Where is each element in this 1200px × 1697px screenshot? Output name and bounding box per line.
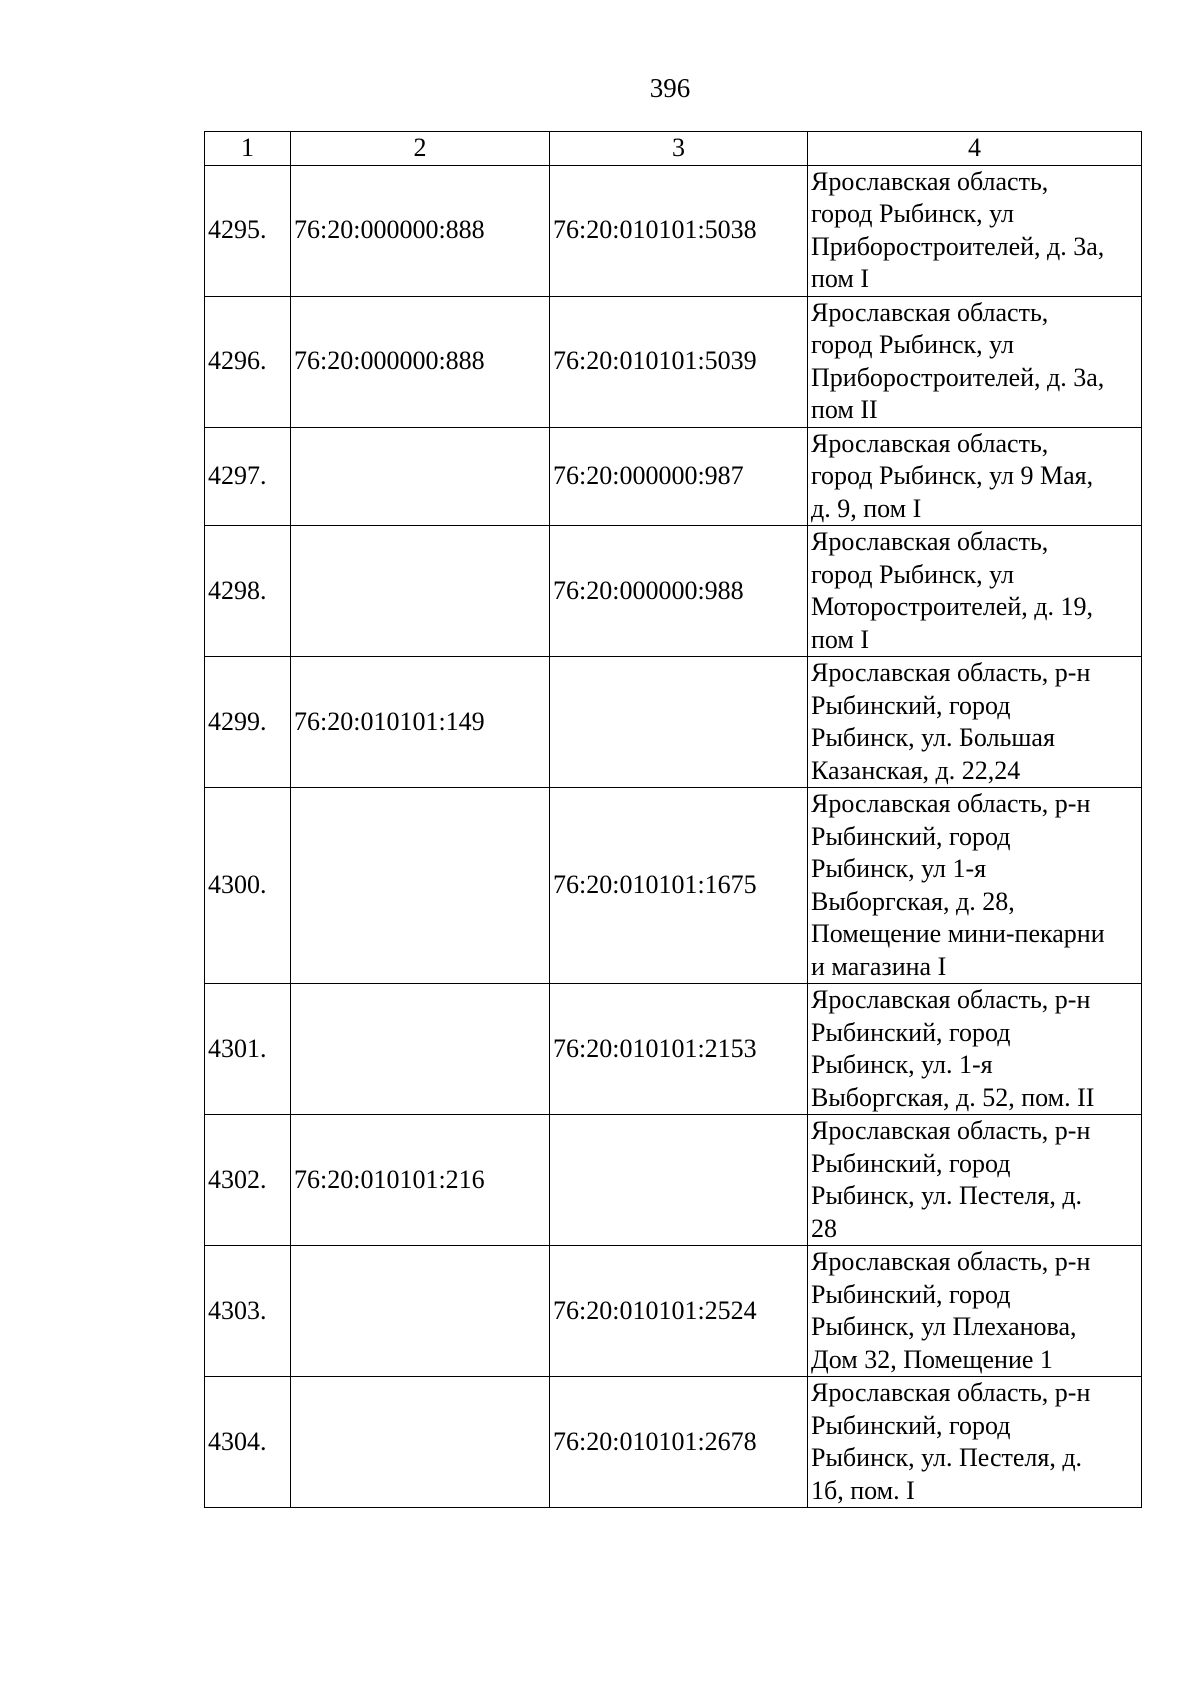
address-line: город Рыбинск, ул — [811, 330, 1014, 359]
cadastral-number-cell: 76:20:000000:888 — [291, 165, 550, 296]
address-line: Рыбинск, ул. 1-я — [811, 1050, 993, 1079]
address-line: пом I — [811, 624, 870, 654]
address-line: Ярославская область, р-н — [811, 985, 1091, 1014]
address-line: город Рыбинск, ул 9 Мая, — [811, 461, 1094, 490]
object-cadastral-number-cell: 76:20:010101:5039 — [550, 296, 808, 427]
table-row — [205, 657, 1142, 788]
address-line: Ярославская область, р-н — [811, 1378, 1091, 1407]
address-cell — [808, 984, 1142, 1115]
column-header-3: 3 — [550, 132, 808, 166]
address-line: Моторостроителей, д. 19, — [811, 592, 1093, 621]
address-line: Ярославская область, р-н — [811, 1116, 1091, 1145]
address-line: Рыбинск, ул. Пестеля, д. — [811, 1181, 1083, 1210]
address-line: Ярославская область, р-н — [811, 658, 1091, 687]
address-cell — [808, 657, 1142, 788]
table-row — [205, 1246, 1142, 1377]
table-row — [205, 1377, 1142, 1508]
address-line: Помещение мини-пекарни — [811, 919, 1105, 948]
address-cell — [808, 788, 1142, 984]
row-number-cell: 4300. — [205, 788, 291, 984]
address-line: Приборостроителей, д. 3а, — [811, 231, 1105, 261]
cadastral-number-cell — [291, 984, 550, 1115]
address-cell — [808, 427, 1142, 526]
address-line: пом II — [811, 395, 878, 424]
row-number-cell: 4296. — [205, 296, 291, 427]
object-cadastral-number-cell: 76:20:010101:2153 — [550, 984, 808, 1115]
row-number-cell: 4298. — [205, 526, 291, 657]
address-cell — [808, 1246, 1142, 1377]
table-row — [205, 296, 1142, 427]
object-cadastral-number-cell: 76:20:000000:987 — [550, 427, 808, 526]
address-line: 28 — [811, 1213, 837, 1243]
address-line: Ярославская область, — [811, 527, 1049, 556]
cadastral-number-cell — [291, 1246, 550, 1377]
address-line: Рыбинский, город — [811, 690, 1011, 720]
address-line: Рыбинск, ул 1-я — [811, 854, 987, 883]
address-line: Рыбинский, город — [811, 1148, 1011, 1178]
table-row — [205, 788, 1142, 984]
address-line: Рыбинск, ул. Пестеля, д. — [811, 1443, 1083, 1472]
row-number-cell: 4297. — [205, 427, 291, 526]
page-number: 396 — [649, 73, 691, 103]
table-row — [205, 984, 1142, 1115]
address-cell — [808, 526, 1142, 657]
address-line: Рыбинск, ул Плеханова, — [811, 1312, 1077, 1341]
column-header-2: 2 — [291, 132, 550, 166]
address-line: Выборгская, д. 52, пом. II — [811, 1082, 1095, 1112]
object-cadastral-number-cell — [550, 1115, 808, 1246]
object-cadastral-number-cell: 76:20:010101:1675 — [550, 788, 808, 984]
address-line: Выборгская, д. 28, — [811, 886, 1015, 916]
address-line: пом I — [811, 264, 870, 293]
address-line: Рыбинский, город — [811, 1410, 1011, 1440]
address-line: Рыбинский, город — [811, 1279, 1011, 1309]
cadastral-number-cell: 76:20:000000:888 — [291, 296, 550, 427]
row-number-cell: 4295. — [205, 165, 291, 296]
address-line: и магазина I — [811, 951, 947, 981]
address-line: Казанская, д. 22,24 — [811, 755, 1021, 785]
row-number-cell: 4303. — [205, 1246, 291, 1377]
cadastral-number-cell — [291, 427, 550, 526]
cadastral-number-cell — [291, 788, 550, 984]
address-line: д. 9, пом I — [811, 493, 922, 523]
row-number-cell: 4301. — [205, 984, 291, 1115]
table-row — [205, 526, 1142, 657]
address-line: Рыбинский, город — [811, 821, 1011, 851]
row-number-cell: 4302. — [205, 1115, 291, 1246]
column-header-1: 1 — [205, 132, 291, 166]
cadastral-number-cell: 76:20:010101:216 — [291, 1115, 550, 1246]
address-line: Рыбинский, город — [811, 1017, 1011, 1047]
address-line: Ярославская область, — [811, 166, 1049, 196]
object-cadastral-number-cell: 76:20:010101:2678 — [550, 1377, 808, 1508]
row-number-cell: 4299. — [205, 657, 291, 788]
object-cadastral-number-cell: 76:20:010101:2524 — [550, 1246, 808, 1377]
address-line: город Рыбинск, ул — [811, 199, 1014, 228]
address-line: Дом 32, Помещение 1 — [811, 1344, 1053, 1374]
address-line: Ярославская область, р-н — [811, 789, 1091, 818]
cadastral-number-cell — [291, 526, 550, 657]
cadastral-number-cell: 76:20:010101:149 — [291, 657, 550, 788]
address-cell — [808, 296, 1142, 427]
table-row — [205, 427, 1142, 526]
object-cadastral-number-cell: 76:20:000000:988 — [550, 526, 808, 657]
address-line: Рыбинск, ул. Большая — [811, 723, 1055, 752]
object-cadastral-number-cell — [550, 657, 808, 788]
object-cadastral-number-cell: 76:20:010101:5038 — [550, 165, 808, 296]
registry-table — [204, 131, 1142, 1508]
address-line: 1б, пом. I — [811, 1475, 915, 1505]
address-cell — [808, 165, 1142, 296]
column-header-4: 4 — [808, 132, 1142, 166]
cadastral-number-cell — [291, 1377, 550, 1508]
address-cell — [808, 1115, 1142, 1246]
address-line: Ярославская область, — [811, 428, 1049, 458]
table-body — [205, 165, 1142, 1508]
address-line: Приборостроителей, д. 3а, — [811, 362, 1105, 392]
address-cell — [808, 1377, 1142, 1508]
row-number-cell: 4304. — [205, 1377, 291, 1508]
table-row — [205, 165, 1142, 296]
address-line: Ярославская область, — [811, 297, 1049, 327]
table-row — [205, 1115, 1142, 1246]
address-line: город Рыбинск, ул — [811, 559, 1014, 589]
table-header-row — [205, 132, 1142, 166]
address-line: Ярославская область, р-н — [811, 1247, 1091, 1276]
